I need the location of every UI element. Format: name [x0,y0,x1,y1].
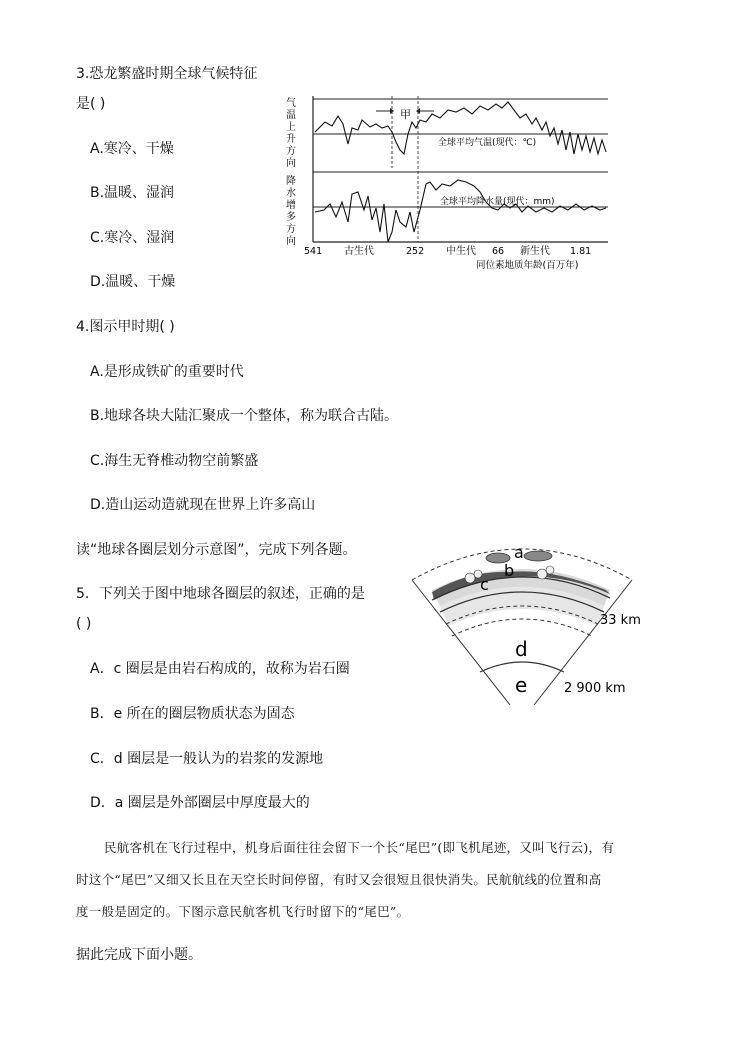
q5-stem-line1: 5．下列关于图中地球各圈层的叙述，正确的是 [76,586,365,602]
closing-instruction: 据此完成下面小题。 [76,947,202,963]
era-mesozoic: 中生代 [446,246,476,257]
tick-1-81: 1.81 [570,246,592,257]
q5-stem-line2: ( ) [76,616,92,632]
precip-ref-label: 全球平均降水量(现代：mm) [440,197,555,207]
lower-ylabel: 降水增多方向 [286,176,296,247]
earth-sphere-diagram [410,540,680,710]
passage-line-1: 民航客机在飞行过程中，机身后面往往会留下一个长“尾巴”(即飞机尾迹，又叫飞行云)，有 [104,840,615,855]
layer-label-a: a [514,543,524,562]
q3-option-d: D.温暖、干燥 [90,274,176,290]
q5-option-d: D．a 圈层是外部圈层中厚度最大的 [90,795,310,811]
q4-stem: 4.图示甲时期( ) [76,319,175,335]
layer-label-e: e [515,673,528,697]
q3-stem-line2: 是( ) [76,96,106,112]
q3-option-b: B.温暖、湿润 [90,185,175,201]
layer-label-c: c [480,575,489,594]
layer-label-d: d [515,637,528,661]
upper-ylabel: 气温上升方向 [286,98,296,169]
q5-option-b: B．e 所在的圈层物质状态为固态 [90,706,295,722]
temp-ref-label: 全球平均气温(现代：℃) [438,138,537,148]
depth-label-2900km: 2 900 km [564,681,626,696]
jia-label: 甲 [400,108,411,121]
era-cenozoic: 新生代 [520,246,550,257]
read-prompt: 读“地球各圈层划分示意图”，完成下列各题。 [76,542,357,558]
passage-line-3: 度一般是固定的。下图示意民航客机飞行时留下的“尾巴”。 [76,904,410,919]
precipitation-curve [315,180,606,242]
q4-option-a: A.是形成铁矿的重要时代 [90,364,244,380]
depth-label-33km: 33 km [600,613,641,628]
q4-option-c: C.海生无脊椎动物空前繁盛 [90,453,259,469]
q5-option-c: C．d 圈层是一般认为的岩浆的发源地 [90,751,324,767]
q4-option-d: D.造山运动造就现在世界上许多高山 [90,497,316,513]
q3-option-c: C.寒冷、湿润 [90,230,175,246]
era-paleozoic: 古生代 [344,246,374,257]
q5-option-a: A．c 圈层是由岩石构成的，故称为岩石圈 [90,661,350,677]
q4-option-b: B.地球各块大陆汇聚成一个整体，称为联合古陆。 [90,408,399,424]
q3-stem-line1: 3.恐龙繁盛时期全球气候特征 [76,66,258,82]
layer-label-b: b [504,561,515,580]
q3-option-a: A.寒冷、干燥 [90,141,174,157]
tick-541: 541 [304,246,323,257]
climate-chart [280,92,620,272]
tick-252: 252 [406,246,425,257]
x-axis-label: 同位素地质年龄(百万年) [476,260,579,271]
tick-66: 66 [492,246,505,257]
passage-line-2: 时这个“尾巴”又细又长且在天空长时间停留，有时又会很短且很快消失。民航航线的位置和高 [76,872,602,887]
